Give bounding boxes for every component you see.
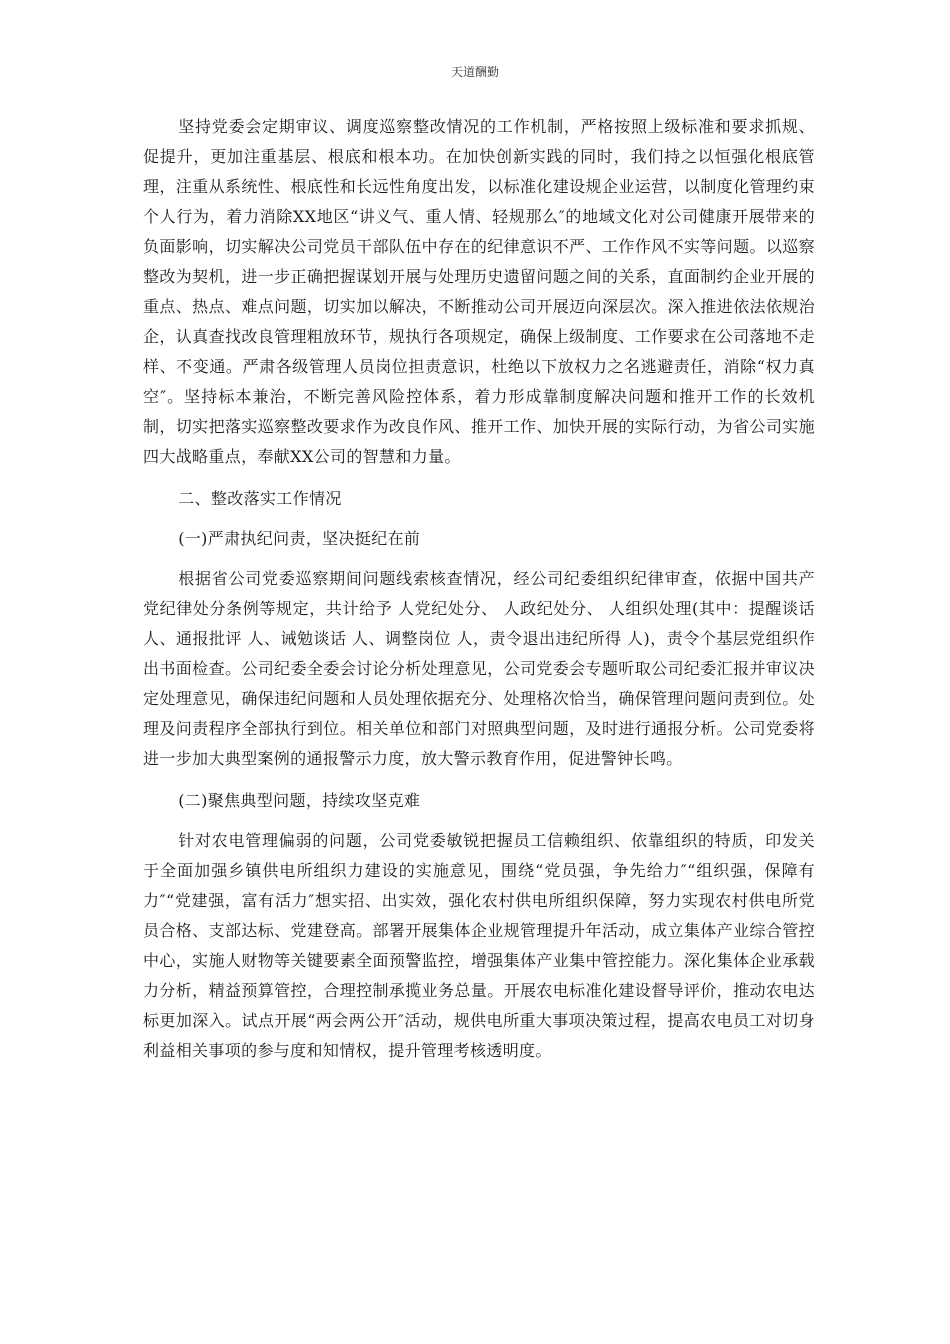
document-body <box>143 112 815 1066</box>
paragraph-3: 针对农电管理偏弱的问题，公司党委敏锐把握员工信赖组织、依靠组织的特质，印发关于全面加强乡镇供电所组织力建设的实施意见，围绕“党员强，争先给力″“组织强，保障有力″“党建强，富有活力″想实招、出实效，强化农村供电所组织保障，努力实现农村供电所党员合格、支部达标、党建登高。部署开展集体企业规管理提升年活动，成立集体产业综合管控中心，实施人财物等关键要素全面预警监控，增强集体产业集中管控能力。深化集体企业承载力分析，精益预算管控，合理控制承揽业务总量。开展农电标准化建设督导评价，推动农电达标更加深入。试点开展“两会两公开″活动，规供电所重大事项决策过程，提高农电员工对切身利益相关事项的参与度和知情权，提升管理考核透明度。 <box>143 831 815 1060</box>
subsection-heading-1: (一)严肃执纪问责，坚决挺纪在前 <box>178 529 421 548</box>
section-heading-2: 二、整改落实工作情况 <box>178 489 342 508</box>
page-header: 天道酬勤 <box>450 65 499 79</box>
paragraph-1: 坚持党委会定期审议、调度巡察整改情况的工作机制，严格按照上级标准和要求抓规、促提升，更加注重基层、根底和根本功。在加快创新实践的同时，我们持之以恒强化根底管理，注重从系统性、根底性和长远性角度出发，以标准化建设规企业运营，以制度化管理约束个人行为，着力消除XX地区“讲义气、重人情、轻规那么″的地域文化对公司健康开展带来的负面影响，切实解决公司党员干部队伍中存在的纪律意识不严、工作作风不实等问题。以巡察整改为契机，进一步正确把握谋划开展与处理历史遗留问题之间的关系，直面制约企业开展的重点、热点、难点问题，切实加以解决，不断推动公司开展迈向深层次。深入推进依法依规治企，认真查找改良管理粗放环节，规执行各项规定，确保上级制度、工作要求在公司落地不走样、不变通。严肃各级管理人员岗位担责意识，杜绝以下放权力之名逃避责任，消除“权力真空″。坚持标本兼治，不断完善风险控体系，着力形成靠制度解决问题和推开工作的长效机制，切实把落实巡察整改要求作为改良作风、推开工作、加快开展的实际行动，为省公司实施四大战略重点，奉献XX公司的智慧和力量。 <box>143 117 815 466</box>
subsection-heading-2: (二)聚焦典型问题，持续攻坚克难 <box>178 791 421 810</box>
paragraph-2: 根据省公司党委巡察期间问题线索核查情况，经公司纪委组织纪律审查，依据中国共产党纪律处分条例等规定，共计给予 人党纪处分、 人政纪处分、 人组织处理(其中：提醒谈话 人、通报批评 人、诫勉谈话 人、调整岗位 人，责令退出违纪所得 人)，责令个基层党组织作出书面检查。公司纪委全委会讨论分析处理意见，公司党委会专题听取公司纪委汇报并审议决定处理意见，确保违纪问题和人员处理依据充分、处理格次恰当，确保管理问题问责到位。处理及问责程序全部执行到位。相关单位和部门对照典型问题，及时进行通报分析。公司党委将进一步加大典型案例的通报警示力度，放大警示教育作用，促进警钟长鸣。 <box>143 569 815 768</box>
